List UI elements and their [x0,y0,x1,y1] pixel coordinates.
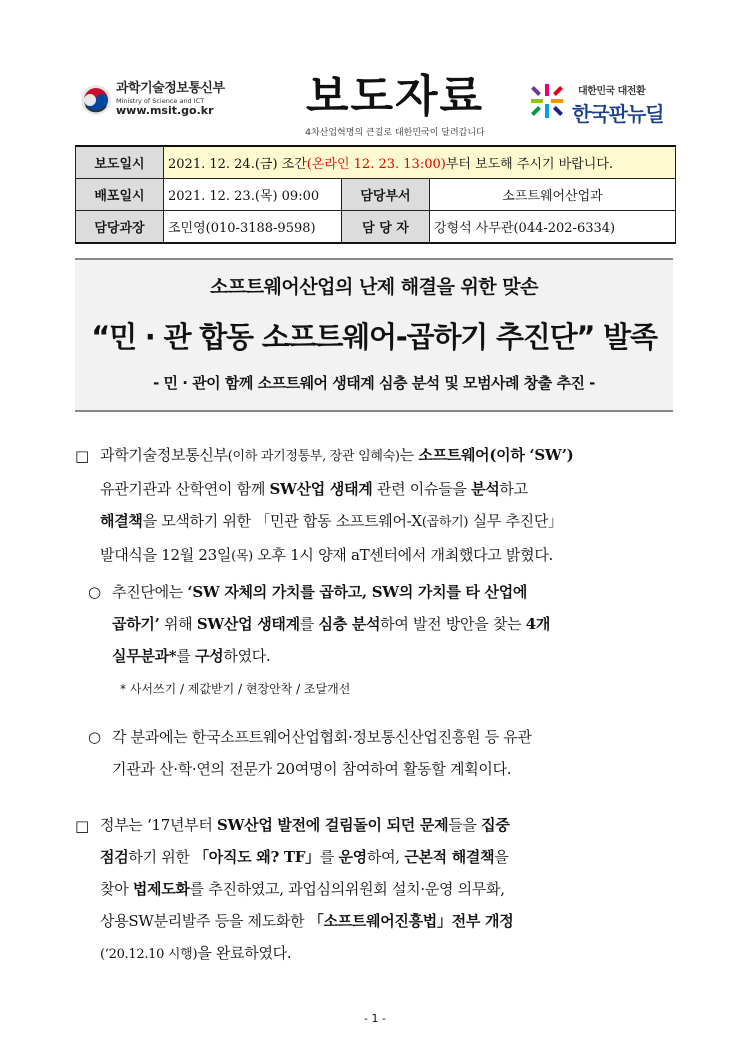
dept-value: 소프트웨어산업과 [430,179,676,211]
staff-value: 강형석 사무관(044-202-6334) [430,211,676,244]
text: 각 분과에는 한국소프트웨어산업협회·정보통신산업진흥원 등 유관 [112,728,532,746]
manager-label: 담당과장 [76,211,164,244]
text: 기관과 산·학·연의 전문가 20여명이 참여하여 활동할 계획이다. [112,760,512,778]
new-deal-name: 한국판뉴딜 [572,102,664,126]
text: (‘20.12.10 시행) [100,947,198,962]
box-bullet: □ [75,817,90,835]
text: SW산업 생태계 [269,480,373,498]
text: 점검 [100,848,129,866]
text: 정부는 ‘17년부터 [100,816,218,834]
text: 구성 [194,647,224,665]
text: 하기 위한 [128,848,195,866]
release-date: 2021. 12. 24.(금) 조간 [168,157,307,172]
text: 하여, [366,848,405,866]
text: SW산업 발전에 걸림돌이 되던 문제 [217,816,449,834]
taegeuk-emblem-icon [80,84,112,116]
text: 발대식을 12월 23일 [100,546,232,564]
headline-box [75,258,673,412]
text: 상용SW분리발주 등을 제도화한 [100,912,309,930]
slogan: 4차산업혁명의 큰길로 대한민국이 달려갑니다 [305,128,485,138]
text: 찾아 [100,880,133,898]
text: 「소프트웨어진흥법」전부 개정 [308,912,514,930]
text: (이하 과기정통부, 장관 임혜숙) [227,449,400,464]
text: 는 [399,446,419,464]
ministry-name-kr: 과학기술정보통신부 [116,81,225,96]
new-deal-mark-icon [530,82,564,120]
ministry-logo [80,82,225,117]
text: 4개 [525,615,551,633]
text: 를 [299,615,319,633]
headline-pre: 소프트웨어산업의 난제 해결을 위한 맞손 [210,276,538,298]
text: (곱하기) [421,515,469,530]
distribute-value: 2021. 12. 23.(목) 09:00 [164,179,342,211]
text: 위해 [159,615,197,633]
text: 분석 [471,480,500,498]
text: 를 추진하였고, 과업심의위원회 설치·운영 의무화, [189,880,505,898]
text: 하고 [499,480,528,498]
text: 해결책 [100,512,143,530]
page-number: - 1 - [364,1012,386,1025]
text: 곱하기’ [112,615,160,633]
text: 실무 추진단」 [468,512,563,530]
korean-new-deal-logo [530,78,675,128]
text: 심층 분석 [318,615,381,633]
text: 오후 1시 양재 aT센터에서 개최했다고 밝혔다. [252,546,553,564]
text: 실무분과* [112,647,177,665]
text: 과학기술정보통신부 [100,446,228,464]
paragraph-1 [100,439,675,573]
distribute-label: 배포일시 [76,179,164,211]
paragraph-3 [112,721,675,785]
text: 를 [319,848,339,866]
text: 집중 [481,816,510,834]
manager-value: 조민영(010-3188-9598) [164,211,342,244]
text: 하였다. [223,647,271,665]
text: 을 [494,848,509,866]
footnote: * 사서쓰기 / 제값받기 / 현장안착 / 조달개선 [120,682,351,696]
paragraph-2 [112,576,675,672]
dept-label: 담당부서 [342,179,430,211]
text: 를 [176,647,195,665]
contact-row [76,211,676,244]
text: 들을 [448,816,482,834]
press-header [0,70,750,140]
text: 법제도화 [132,880,190,898]
text: 운영 [338,848,367,866]
text: 관련 이슈들을 [372,480,471,498]
distribute-row [76,179,676,211]
headline-main: “민 · 관 합동 소프트웨어-곱하기 추진단” 발족 [91,320,657,354]
text: 유관기관과 산학연이 함께 [100,480,270,498]
text: 소프트웨어(이하 ‘SW’) [418,446,574,464]
paragraph-4 [100,809,675,971]
circle-bullet: ○ [88,728,102,746]
text: 을 완료하였다. [197,944,292,962]
text: 하여 발전 방안을 찾는 [380,615,526,633]
press-release-title: 보도자료 [305,71,484,122]
box-bullet: □ [75,447,90,465]
text: 추진단에는 [112,583,188,601]
text: ‘SW 자체의 가치를 곱하고, SW의 가치를 타 산업에 [187,583,528,601]
circle-bullet: ○ [88,583,102,601]
text: 「아직도 왜? TF」 [194,848,320,866]
text: SW산업 생태계 [196,615,300,633]
release-label: 보도일시 [76,146,164,179]
new-deal-tagline: 대한민국 대전환 [578,86,646,97]
release-row [76,146,676,179]
ministry-url: www.msit.go.kr [116,104,214,118]
text: 을 모색하기 위한 「민관 합동 소프트웨어-X [142,512,422,530]
release-info-table [75,145,676,244]
release-suffix: 부터 보도해 주시기 바랍니다. [445,157,614,172]
release-online-time: (온라인 12. 23. 13:00) [306,157,446,172]
text: (목) [231,549,253,564]
text: 근본적 해결책 [404,848,495,866]
staff-label: 담 당 자 [342,211,430,244]
ministry-name-en: Ministry of Science and ICT [116,96,205,105]
headline-sub: - 민 · 관이 함께 소프트웨어 생태계 심층 분석 및 모범사례 창출 추진 - [153,374,595,392]
release-value [164,146,676,179]
